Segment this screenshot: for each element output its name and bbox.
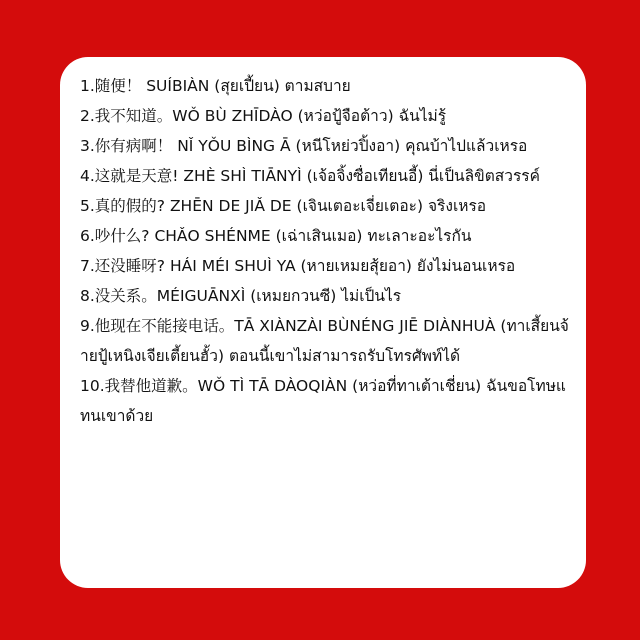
phrase-item-9: 9.他现在不能接电话。TĀ XIÀNZÀI BÙNÉNG JIĒ DIÀNHUÀ (ทาเสี้ยนจ้ายปู้เหนิงเจียเตี้ยนฮั้ว) ตอนนี้เขาไม่สามารถรับโทรศัพท์ได้: [80, 317, 569, 365]
phrase-item-3: 3.你有病啊！ NǏ YǑU BÌNG Ā (หนีโหย่วปิ้งอา) คุณบ้าไปแล้วเหรอ: [80, 137, 528, 155]
phrase-item-2: 2.我不知道。WǑ BÙ ZHĪDÀO (หว่อปู้จือต้าว) ฉันไม่รู้: [80, 107, 447, 125]
phrase-item-4: 4.这就是天意! ZHÈ SHÌ TIĀNYÌ (เจ้อจิ้งซื่อเทียนอี้) นี่เป็นลิขิตสวรรค์: [80, 167, 540, 185]
phrase-item-5: 5.真的假的? ZHĒN DE JIǍ DE (เจินเตอะเจี่ยเตอะ) จริงเหรอ: [80, 197, 487, 215]
phrase-list: [80, 71, 576, 431]
phrase-item-8: 8.没关系。MÉIGUĀNXÌ (เหมยกวนซี) ไม่เป็นไร: [80, 287, 402, 305]
phrase-item-7: 7.还没睡呀? HÁI MÉI SHUÌ YA (หายเหมยสุ้ยอา) ยังไม่นอนเหรอ: [80, 257, 516, 275]
phrase-card: [60, 57, 586, 588]
phrase-item-10: 10.我替他道歉。WǑ TÌ TĀ DÀOQIÀN (หว่อที่ทาเต้าเชี่ยน) ฉันขอโทษแทนเขาด้วย: [80, 377, 566, 425]
phrase-item-6: 6.吵什么? CHǍO SHÉNME (เฉ่าเสินเมอ) ทะเลาะอะไรกัน: [80, 227, 472, 245]
phrase-item-1: 1.随便！ SUÍBIÀN (สุยเปี้ยน) ตามสบาย: [80, 77, 351, 95]
